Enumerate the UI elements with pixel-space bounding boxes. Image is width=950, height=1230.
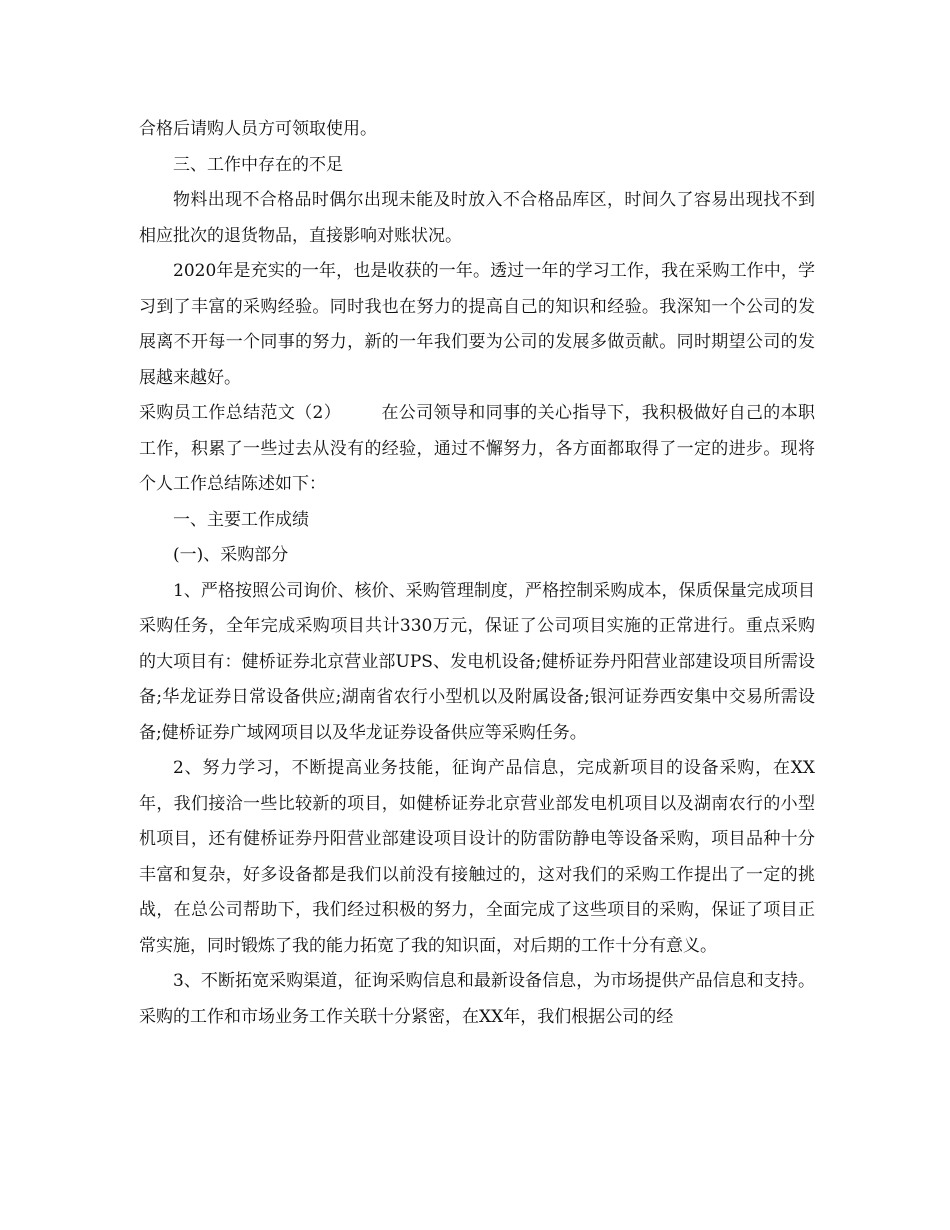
section-heading: 一、主要工作成绩: [173, 509, 309, 530]
paragraph: 物料出现不合格品时偶尔出现未能及时放入不合格品库区，时间久了容易出现找不到相应批次的退货物品，直接影响对账状况。: [139, 190, 815, 246]
subsection-heading: (一)、采购部分: [173, 545, 289, 565]
section-intro: 在公司领导和同事的关心指导下，我积极做好自己的本职工作，积累了一些过去从没有的经验，通过不懈努力，各方面都取得了一定的进步。现将个人工作总结陈述如下：: [139, 403, 815, 494]
paragraph: 2020年是充实的一年，也是收获的一年。透过一年的学习工作，我在采购工作中，学习到了丰富的采购经验。同时我也在努力的提高自己的知识和经验。我深知一个公司的发展离不开每一个同事的努力，新的一年我们要为公司的发展多做贡献。同时期望公司的发展越来越好。: [139, 261, 815, 388]
document-body: [139, 112, 815, 1035]
section-title-paragraph: [139, 396, 815, 503]
paragraph: 1、严格按照公司询价、核价、采购管理制度，严格控制采购成本，保质保量完成项目采购任务，全年完成采购项目共计330万元，保证了公司项目实施的正常进行。重点采购的大项目有：健桥证券北京营业部UPS、发电机设备;健桥证券丹阳营业部建设项目所需设备;华龙证券日常设备供应;湖南省农行小型机以及附属设备;银河证券西安集中交易所需设备;健桥证券广域网项目以及华龙证券设备供应等采购任务。: [139, 580, 815, 743]
section-title: 采购员工作总结范文（2）: [139, 403, 342, 423]
paragraph: 2、努力学习，不断提高业务技能，征询产品信息，完成新项目的设备采购，在XX年，我们接洽一些比较新的项目，如健桥证券北京营业部发电机项目以及湖南农行的小型机项目，还有健桥证券丹阳营业部建设项目设计的防雷防静电等设备采购，项目品种十分丰富和复杂，好多设备都是我们以前没有接触过的，这对我们的采购工作提出了一定的挑战，在总公司帮助下，我们经过积极的努力，全面完成了这些项目的采购，保证了项目正常实施，同时锻炼了我的能力拓宽了我的知识面，对后期的工作十分有意义。: [139, 758, 815, 956]
section-heading: 三、工作中存在的不足: [173, 154, 343, 175]
paragraph: 合格后请购人员方可领取使用。: [139, 119, 377, 139]
paragraph: 3、不断拓宽采购渠道，征询采购信息和最新设备信息，为市场提供产品信息和支持。采购的工作和市场业务工作关联十分紧密，在XX年，我们根据公司的经: [139, 971, 815, 1027]
